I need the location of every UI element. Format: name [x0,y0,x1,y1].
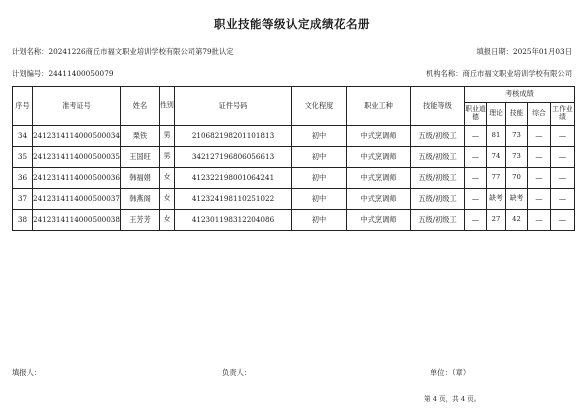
cell-comprehensive: — [528,210,551,231]
org-seal-label: 单位：（章） [430,368,471,377]
cell-name: 栗铁 [121,126,160,147]
cell-exam-no: 2412314114000500037 [33,189,121,210]
page-info: 第 4 页，共 4 页。 [424,395,481,403]
cell-gender: 女 [160,168,175,189]
cell-seq: 38 [13,210,33,231]
responsible-label: 负责人： [222,368,252,377]
cell-occupation: 中式烹调师 [347,147,411,168]
cell-skill: 70 [506,168,528,189]
cell-exam-no: 2412314114000500036 [33,168,121,189]
cell-education: 初中 [292,168,347,189]
header-id-no: 证件号码 [175,87,292,126]
cell-theory: 27 [487,210,506,231]
header-scores: 考核成绩 [465,87,575,103]
cell-skill: 73 [506,126,528,147]
cell-work-result: — [551,126,575,147]
cell-occupation: 中式烹调师 [347,189,411,210]
cell-gender: 男 [160,126,175,147]
cell-education: 初中 [292,147,347,168]
cell-work-result: — [551,210,575,231]
header-seq: 序号 [13,87,33,126]
cell-id-no: 342127196806056613 [175,147,292,168]
fill-date-label: 填报日期： [476,47,513,56]
cell-theory: 77 [487,168,506,189]
cell-comprehensive: — [528,147,551,168]
cell-exam-no: 2412314114000500034 [33,126,121,147]
plan-name-label: 计划名称： [12,47,49,56]
org-name-label: 机构名称： [426,69,463,78]
cell-ethics: — [465,168,487,189]
cell-work-result: — [551,189,575,210]
cell-id-no: 412324198110251022 [175,189,292,210]
score-table [12,86,575,231]
cell-education: 初中 [292,210,347,231]
cell-id-no: 412322198001064241 [175,168,292,189]
cell-ethics: — [465,210,487,231]
cell-name: 王芳芳 [121,210,160,231]
header-work-result: 工作业绩 [551,103,575,126]
cell-ethics: — [465,147,487,168]
header-name: 姓名 [121,87,160,126]
fill-date [476,47,572,57]
header-comprehensive: 综合 [528,103,551,126]
header-exam-no: 准考证号 [33,87,121,126]
cell-level: 五级/初级工 [411,210,465,231]
plan-name [12,47,234,57]
cell-exam-no: 2412314114000500038 [33,210,121,231]
cell-gender: 女 [160,210,175,231]
header-level: 技能等级 [411,87,465,126]
cell-id-no: 412301198312204086 [175,210,292,231]
table-row [13,210,575,231]
table-row [13,126,575,147]
plan-no-label: 计划编号： [12,69,49,78]
cell-name: 韩燕阁 [121,189,160,210]
header-education: 文化程度 [292,87,347,126]
plan-no-value: 24411400050079 [48,69,114,78]
cell-ethics: — [465,189,487,210]
table-body [13,126,575,231]
cell-comprehensive: — [528,168,551,189]
header-occupation: 职业工种 [347,87,411,126]
cell-occupation: 中式烹调师 [347,210,411,231]
cell-name: 韩福娟 [121,168,160,189]
cell-occupation: 中式烹调师 [347,168,411,189]
cell-level: 五级/初级工 [411,126,465,147]
cell-theory: 81 [487,126,506,147]
cell-occupation: 中式烹调师 [347,126,411,147]
cell-gender: 男 [160,147,175,168]
table-row [13,168,575,189]
filler-label: 填报人： [12,368,42,377]
org-name-value: 商丘市福文职业培训学校有限公司 [462,69,572,78]
cell-skill: 42 [506,210,528,231]
cell-work-result: — [551,168,575,189]
cell-seq: 37 [13,189,33,210]
cell-seq: 36 [13,168,33,189]
header-ethics: 职业道德 [465,103,487,126]
table-row [13,147,575,168]
plan-no [12,69,113,79]
cell-education: 初中 [292,126,347,147]
cell-name: 王国旺 [121,147,160,168]
cell-gender: 女 [160,189,175,210]
org-name [426,69,572,79]
table-row [13,189,575,210]
cell-ethics: — [465,126,487,147]
cell-level: 五级/初级工 [411,168,465,189]
cell-comprehensive: — [528,189,551,210]
cell-level: 五级/初级工 [411,147,465,168]
cell-level: 五级/初级工 [411,189,465,210]
cell-id-no: 210682198201101813 [175,126,292,147]
header-skill: 技能 [506,103,528,126]
cell-education: 初中 [292,189,347,210]
cell-skill: 缺考 [506,189,528,210]
plan-name-value: 20241226商丘市福文职业培训学校有限公司第79批认定 [48,47,234,56]
cell-skill: 73 [506,147,528,168]
header-theory: 理论 [487,103,506,126]
cell-theory: 缺考 [487,189,506,210]
cell-exam-no: 2412314114000500035 [33,147,121,168]
fill-date-value: 2025年01月03日 [512,47,572,56]
cell-theory: 74 [487,147,506,168]
cell-seq: 35 [13,147,33,168]
header-gender: 性别 [160,87,175,126]
cell-work-result: — [551,147,575,168]
cell-seq: 34 [13,126,33,147]
document-title: 职业技能等级认定成绩花名册 [214,17,370,31]
cell-comprehensive: — [528,126,551,147]
